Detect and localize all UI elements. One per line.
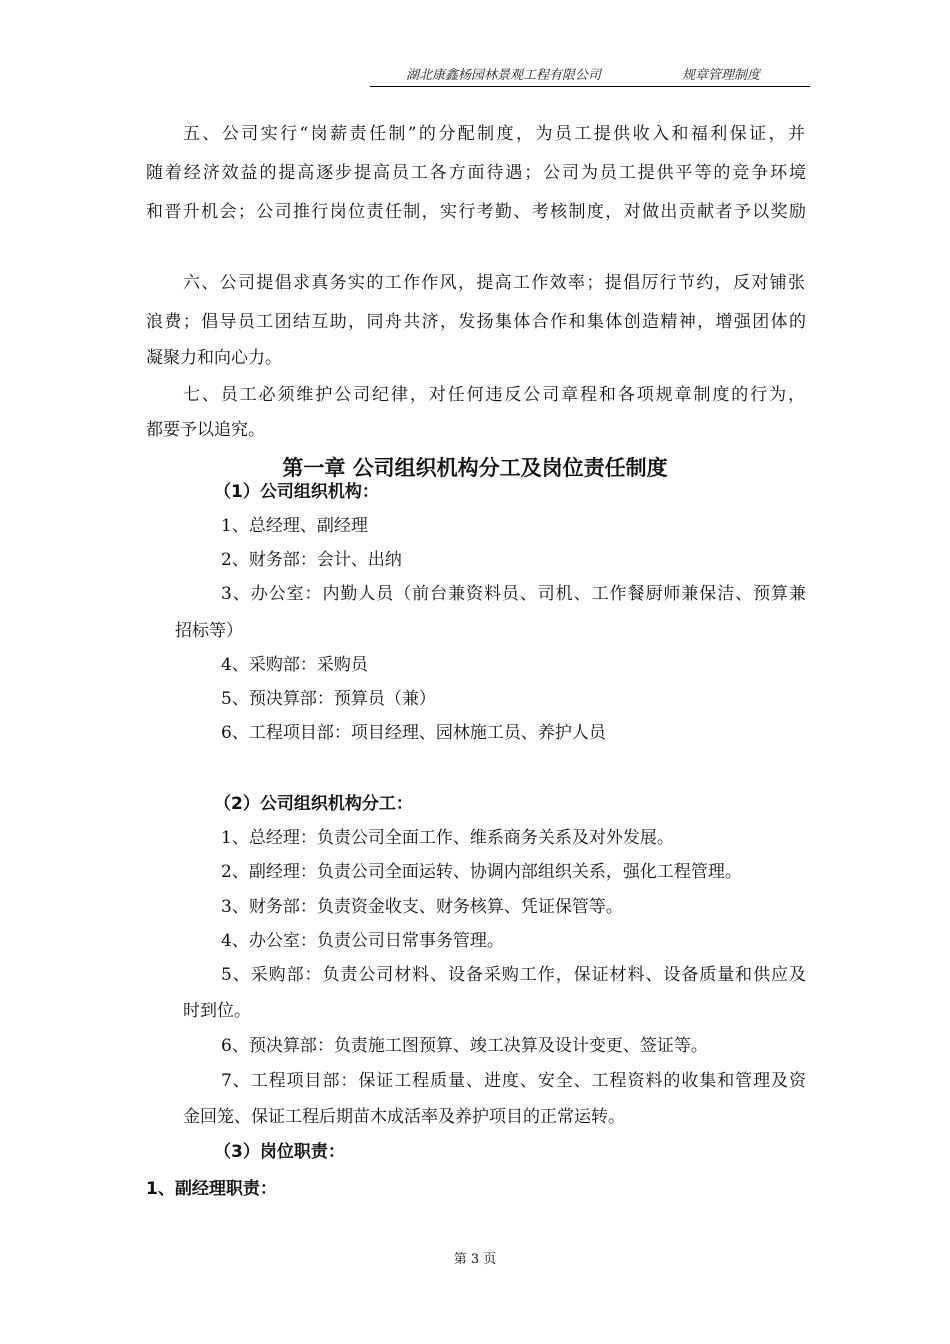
section-1-heading: （1）公司组织机构： (214, 482, 379, 502)
section-1-item: 招标等） (175, 621, 243, 641)
paragraph-5-line-3: 和晋升机会；公司推行岗位责任制，实行考勤、考核制度，对做出贡献者予以奖励 (146, 202, 806, 222)
paragraph-5-line-1: 五、公司实行“岗薪责任制”的分配制度，为员工提供收入和福利保证，并 (183, 124, 805, 144)
section-1-item: 5、预决算部：预算员（兼） (221, 689, 436, 709)
section-1-item: 1、总经理、副经理 (221, 516, 368, 536)
paragraph-6-line-1: 六、公司提倡求真务实的工作作风，提高工作效率；提倡厉行节约，反对铺张 (183, 273, 805, 293)
header-rule (370, 86, 810, 87)
section-2-item: 时到位。 (183, 1001, 251, 1021)
header-doc-name: 规章管理制度 (682, 68, 761, 83)
paragraph-7-line-2: 都要予以追究。 (146, 420, 265, 440)
section-2-item: 5、采购部：负责公司材料、设备采购工作，保证材料、设备质量和供应及 (221, 965, 806, 985)
section-1-item: 4、采购部：采购员 (221, 655, 368, 675)
section-3-heading: （3）岗位职责： (214, 1142, 345, 1162)
section-2-item: 2、副经理：负责公司全面运转、协调内部组织关系，强化工程管理。 (221, 862, 742, 882)
section-2-item: 7、工程项目部：保证工程质量、进度、安全、工程资料的收集和管理及资 (221, 1071, 806, 1091)
paragraph-6-line-2: 浪费；倡导员工团结互助，同舟共济，发扬集体合作和集体创造精神，增强团体的 (146, 312, 806, 332)
section-2-item: 6、预决算部：负责施工图预算、竣工决算及设计变更、签证等。 (221, 1036, 708, 1056)
paragraph-6-line-3: 凝聚力和向心力。 (146, 348, 282, 368)
section-1-item: 3、办公室：内勤人员（前台兼资料员、司机、工作餐厨师兼保洁、预算兼 (221, 584, 806, 604)
section-2-item: 3、财务部：负责资金收支、财务核算、凭证保管等。 (221, 897, 623, 917)
header-company: 湖北康鑫杨园林景观工程有限公司 (406, 68, 602, 83)
section-3-sub-heading: 1、副经理职责： (146, 1179, 277, 1199)
chapter-title: 第一章 公司组织机构分工及岗位责任制度 (282, 456, 668, 480)
section-2-item: 金回笼、保证工程后期苗木成活率及养护项目的正常运转。 (183, 1107, 625, 1127)
section-2-item: 4、办公室：负责公司日常事务管理。 (221, 931, 504, 951)
paragraph-5-line-2: 随着经济效益的提高逐步提高员工各方面待遇；公司为员工提供平等的竞争环境 (146, 163, 806, 183)
section-1-item: 2、财务部：会计、出纳 (221, 550, 402, 570)
section-2-heading: （2）公司组织机构分工： (214, 794, 413, 814)
page-number: 第 3 页 (453, 1252, 497, 1267)
section-2-item: 1、总经理：负责公司全面工作、维系商务关系及对外发展。 (221, 828, 674, 848)
section-1-item: 6、工程项目部：项目经理、园林施工员、养护人员 (221, 723, 606, 743)
paragraph-7-line-1: 七、员工必须维护公司纪律，对任何违反公司章程和各项规章制度的行为， (183, 385, 805, 405)
